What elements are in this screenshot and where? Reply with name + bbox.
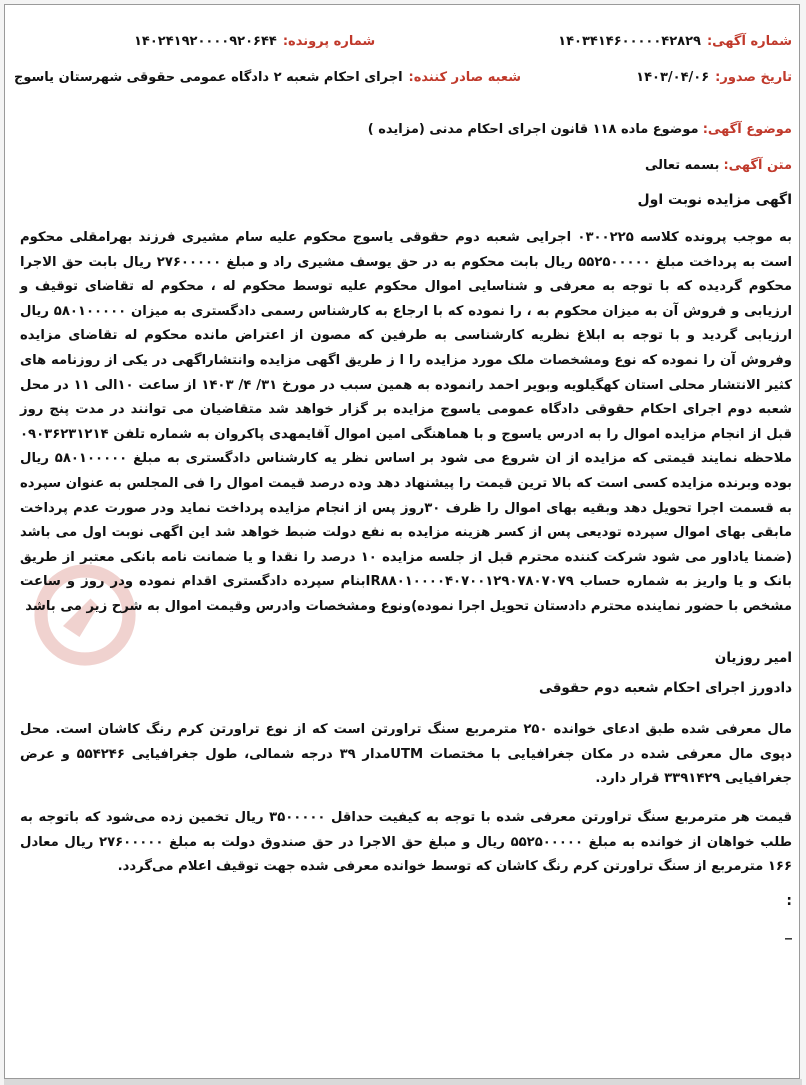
bottom-scroll-edge [4,1079,802,1085]
text-label-line [645,158,792,173]
issue-date: ۱۴۰۳/۰۴/۰۶ [636,70,710,85]
issue-date-label: تاریخ صدور: [715,70,792,85]
notice-title: اگهی مزایده نوبت اول [637,192,792,208]
case-number-cell [134,34,375,49]
text-label: متن آگهی: [723,158,792,173]
notice-paragraph-1: به موجب پرونده کلاسه ۰۳۰۰۲۲۵ اجرایی شعبه دوم حقوقی یاسوج محکوم علیه سام مشیری فرزند بهرامقلی محکوم است به پرداخت مبلغ ۵۵۲۵۰۰۰۰۰ ریال بابت محکوم به در حق یوسف مشیری راد و مبلغ ۲۷۶۰۰۰۰۰ ریال بابت حق الاجرا محکوم گردیده که با توجه به معرفی و شناسایی اموال محکوم علیه توسط محکوم له ، محکوم له تقاضای توقیف و ارزیابی و فروش آن به میزان محکوم به ، را نموده که با ارجاع به کارشناس رسمی دادگستری به میزان ۵۸۰۱۰۰۰۰۰ ریال ارزیابی گردید و با توجه به ابلاغ نظریه کارشناسی به طرفین که مصون از اعتراض مانده محکوم له تقاضای مزایده وفروش آن را نموده که نوع ومشخصات ملک مورد مزایده را ا ز طریق اگهی مزایده وانتشاراگهی در یکی از روزنامه های کثیر الانتشار محلی استان کهگیلویه وبویر احمد رانموده به همین سبب در مورخ ۳۱/ ۴/ ۱۴۰۳ از ساعت ۱۰الی ۱۱ در محل شعبه دوم اجرای احکام حقوقی دادگاه عمومی یاسوج مزایده بر گزار خواهد شد متقاضیان می توانند در مدت پنج روز قبل از انجام مزایده اموال را به ادرس یاسوج و با هماهنگی امین اموال آقایمهدی پاکروان به شماره تلفن ۰۹۰۳۶۲۳۱۲۱۴ ملاحظه نمایند قیمتی که مزایده از ان شروع می شود بر اساس نظر یه کارشناس دادگستری به مبلغ ۵۸۰۱۰۰۰۰۰ ریال بوده وبرنده مزایده کسی است که بالا ترین قیمت را پیشنهاد دهد وده درصد قیمت اموال را فی المجلس به عنوان سپرده به قسمت اجرا تحویل دهد وبقیه بهای اموال را ظرف ۳۰روز پس از انجام مزایده پرداخت نماید ودر صورت عدم پرداخت مابقی بهای اموال سپرده تودیعی پس از کسر هزینه مزایده به نفع دولت ضبط خواهد شد این اگهی نوبت اول می باشد (ضمنا یاداور می شود شرکت کننده محترم قبل از جلسه مزایده ۱۰ درصد را نقدا و یا ضمانت نامه بانکی معتبر از طریق بانک و یا واریز به شماره حساب IR۸۸۰۱۰۰۰۰۴۰۷۰۰۱۲۹۰۷۸۰۷۰۷۹بنام سپرده دادگستری اقدام نموده ودر روز و ساعت مشخص با حضور نماینده محترم دادستان تحویل اجرا نموده)ونوع ومشخصات وادرس وقیمت اموال به شرح زیر می باشد [20,230,792,614]
issue-date-cell [636,70,792,85]
header-row-2 [14,70,792,85]
notice-number: ۱۴۰۳۴۱۴۶۰۰۰۰۰۴۲۸۲۹ [558,34,701,49]
subject-label: موضوع آگهی: [702,122,792,137]
trailing-dash: _ [785,924,792,940]
notice-number-cell [558,34,792,49]
notice-number-label: شماره آگهی: [706,34,792,49]
signer-name: امیر روزیان [714,650,792,666]
subject-value: موضوع ماده ۱۱۸ قانون اجرای احکام مدنی (مزایده ) [367,122,699,137]
case-number-label: شماره پرونده: [282,34,376,49]
notice-paragraph-2: مال معرفی شده طبق ادعای خوانده ۲۵۰ مترمربع سنگ تراورتن است که از نوع تراورتن کرم رنگ کاشان است. محل دپوی مال معرفی شده در مکان جغرافیایی با مختصات UTMمدار ۳۹ درجه شمالی، طول جغرافیایی ۵۵۴۲۴۶ و عرض جغرافیایی ۳۳۹۱۴۲۹ قرار دارد. [20,722,792,787]
issuing-branch: اجرای احکام شعبه ۲ دادگاه عمومی حقوقی شهرستان یاسوج [14,70,403,85]
issuing-branch-cell [14,70,521,85]
text-label-value: بسمه تعالی [644,158,720,173]
signer-title: دادورز اجرای احکام شعبه دوم حقوقی [538,680,792,696]
case-number: ۱۴۰۲۴۱۹۲۰۰۰۰۹۲۰۶۴۴ [134,34,277,49]
trailing-colon: : [786,893,792,909]
issuing-branch-label: شعبه صادر کننده: [408,70,522,85]
header-row-1 [14,34,792,49]
subject-line [368,122,792,137]
notice-paragraph-3: قیمت هر مترمربع سنگ تراورتن معرفی شده با توجه به کیفیت حداقل ۳۵۰۰۰۰۰ ریال تخمین زده می‌شود که باتوجه به طلب خواهان از خوانده به مبلغ ۵۵۲۵۰۰۰۰۰ ریال و مبلغ حق الاجرا در حق صندوق دولت به مبلغ ۲۷۶۰۰۰۰۰ ریال معادل ۱۶۶ مترمربع از سنگ تراورتن کرم رنگ کاشان که توسط خوانده معرفی شده جهت توقیف اعلام می‌گردد. [20,810,792,875]
